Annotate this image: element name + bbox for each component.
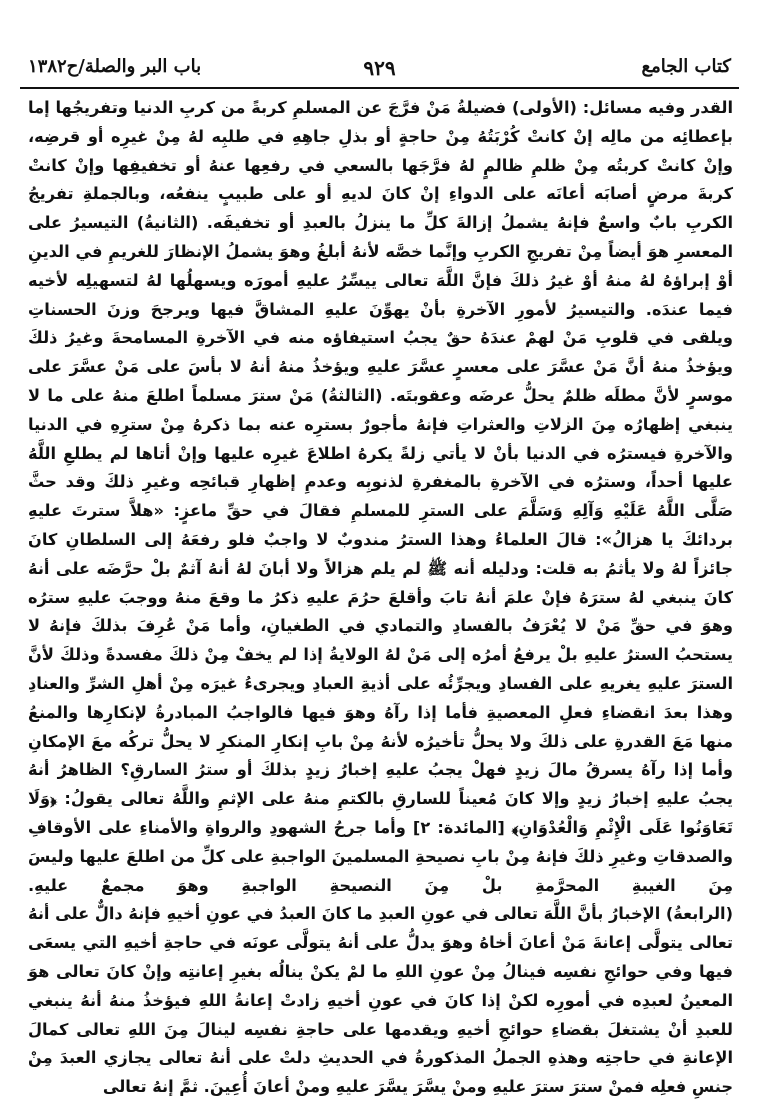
header-divider bbox=[20, 87, 739, 89]
paragraph-2: (الرابعةُ) الإخبارُ بأنَّ اللَّهَ تعالى في عونِ العبدِ ما كانَ العبدُ في عونِ أخيهِ فإنهُ دالٌّ على أنهُ تعالى يتولَّى إعانةَ مَنْ أعانَ أخاهُ وهوَ يدلُّ على أنهُ يتولَّى عونَه في حاجةِ أخيهِ التي يسعَى فيها وفي حوائجِ نفسِه فينالُ مِنْ عونِ اللهِ ما لمْ يكنْ ينالُه بغيرِ إعانتِه وإنْ كانَ تعالى هوَ المعينُ لعبدِه في أمورِه لكنْ إذا كانَ في عونِ أخيهِ زادتْ إعانةُ اللهِ فيؤخذُ منهُ أنهُ ينبغي للعبدِ أنْ يشتغلَ بقضاءِ حوائجِ أخيهِ ويقدمها على حاجةِ نفسِه لينالَ مِنَ اللهِ تعالى كمالَ الإعانةِ في حاجتِه وهذهِ الجملُ المذكورةُ في الحديثِ دلتْ على أنهُ تعالى يجازي العبدَ مِنْ جنسِ فعلِه فمنْ سترَ سترَ عليهِ ومنْ يسَّرَ يسَّرَ عليهِ ومنْ أعانَ أُعِينَ. ثمَّ إنهُ تعالى bbox=[28, 904, 733, 1097]
page-header bbox=[24, 54, 735, 84]
paragraph-1: القدر وفيه مسائل: (الأولى) فضيلةُ مَنْ فرَّجَ عن المسلمِ كربةً من كربِ الدنيا وتفريجُها إما بإعطائِه من مالِه إنْ كانتْ كُرْبَتُهُ مِنْ حاجةٍ أو بذلِ جاهِهِ في طلبِه لهُ مِنْ غيرِه أو قرضِه، وإنْ كانتْ كربتُه مِنْ ظلمِ ظالمٍ لهُ فرَّجَها بالسعي في رفعِها عنهُ أو تخفيفِها وإنْ كانتْ كربةَ مرضٍ أصابَه أعانَه على الدواءِ إنْ كانَ لديهِ أو على طبيبٍ ينفعُه، وبالجملةِ تفريجُ الكربِ بابٌ واسعٌ فإنهُ يشملُ إزالةَ كلِّ ما ينزلُ بالعبدِ أو تخفيفَه. (الثانيةُ) التيسيرُ على المعسرِ هوَ أيضاً مِنْ تفريجِ الكربِ وإنَّما خصَّه لأنهُ أبلغُ وهوَ يشملُ الإنظارَ للغريمِ في الدينِ أوْ إبراؤهُ لهُ منهُ أوْ غيرُ ذلكَ فإنَّ اللَّهَ تعالى ييسِّرُ عليهِ أمورَه ويسهلُها لهُ لتسهيلِه لأخيه فيما عندَه. والتيسيرُ لأمورِ الآخرةِ بأنْ يهوِّنَ عليهِ المشاقَّ فيها ويرجحَ وزنَ الحسناتِ ويلقى في قلوبِ مَنْ لهمْ عندَهُ حقٌ يجبُ استيفاؤه منه في الآخرةِ المسامحةَ وغيرُ ذلكَ ويؤخذُ منهُ أنَّ مَنْ عسَّرَ على معسرٍ عسَّرَ عليهِ ويؤخذُ منهُ أنهُ لا بأسَ على مَنْ عسَّرَ على موسرٍ لأنَّ مطلَه ظلمٌ يحلُّ عرضَه وعقوبتَه. (الثالثةُ) مَنْ سترَ مسلماً اطلعَ منهُ على ما لا ينبغي إظهارُه مِنَ الزلاتِ والعثراتِ فإنهُ مأجورٌ بسترِه عنه بما ذكرهُ مِنْ سترِهِ في الدنيا والآخرةِ فيسترُه في الدنيا بأنْ لا يأتي زلةً يكرهُ اطلاعَ غيرِه عليها وإنْ أتاها لم يطلعِ اللَّهُ عليها أحداً، وسترُه في الآخرةِ بالمغفرةِ لذنوبِه وعدمِ إظهارِ قبائحِه وغيرِ ذلكَ وقد حثَّ صَلَّى اللَّهُ عَلَيْهِ وَآلِهِ وَسَلَّمَ على السترِ للمسلمِ فقالَ في حقِّ ماعزٍ: «هلاَّ سترتَ عليهِ بردائكَ يا هزالُ»: قالَ العلماءُ وهذا السترُ مندوبٌ لا واجبٌ فلو رفعَهُ إلى السلطانِ كانَ جائزاً لهُ ولا يأثمُ به قلت: ودليله أنه ﷺ لم يلم هزالاً ولا أبانَ لهُ أنهُ آثمٌ بلْ حرَّضَه على أنهُ كانَ ينبغي لهُ سترَهُ فإنْ علمَ أنهُ تابَ وأقلعَ حرُمَ عليهِ ذكرُ ما وقعَ منهُ ووجبَ عليهِ سترُه وهوَ في حقِّ مَنْ لا يُعْرَفُ بالفسادِ والتمادي في الطغيانِ، وأما مَنْ عُرِفَ بذلكَ فإنهُ لا يستحبُ السترُ عليهِ بلْ يرفعُ أمرُه إلى مَنْ لهُ الولايةُ إذا لم يخفْ مِنْ ذلكَ مفسدةً وذلكَ لأنَّ السترَ عليهِ يغريهِ على الفسادِ ويجرِّئُه على أذيةِ العبادِ ويجرىءُ غيرَه مِنْ أهلِ الشرِّ والعنادِ وهذا بعدَ انقضاءِ فعلِ المعصيةِ فأما إذا رآهُ وهوَ فيها فالواجبُ المبادرةُ لإنكارِها والمنعُ منها مَعَ القدرةِ على ذلكَ ولا يحلُّ تأخيرُه لأنهُ مِنْ بابِ إنكارِ المنكرِ لا يحلُّ تركُه معَ الإمكانِ وأما إذا رآهُ يسرقُ مالَ زيدٍ فهلْ يجبُ عليهِ إخبارُ زيدٍ بذلكَ أو سترُ السارقِ؟ الظاهرُ أنهُ يجبُ عليهِ إخبارُ زيدٍ وإلا كانَ مُعيناً للسارقِ بالكتمِ منهُ على الإثمِ واللَّهُ تعالى يقولُ: ﴿وَلَا تَعَاوَنُوا عَلَى الْإِثْمِ وَالْعُدْوَانِ﴾ [المائدة: ٢] وأما جرحُ الشهودِ والرواةِ والأمناءِ على الأوقافِ والصدقاتِ وغيرِ ذلكَ فإنهُ مِنْ بابِ نصيحةِ المسلمينَ الواجبةِ على كلِّ من اطلعَ عليها وليسَ مِنَ الغيبةِ المحرَّمةِ بلْ مِنَ النصيحةِ الواجبةِ وهوَ مجمعٌ عليهِ. bbox=[28, 98, 733, 895]
chapter-reference: باب البر والصلة/ح١٣٨٢ bbox=[28, 56, 202, 77]
book-title: كتاب الجامع bbox=[641, 56, 731, 77]
page-number: ٩٢٩ bbox=[363, 56, 396, 80]
page-body bbox=[28, 94, 733, 1102]
